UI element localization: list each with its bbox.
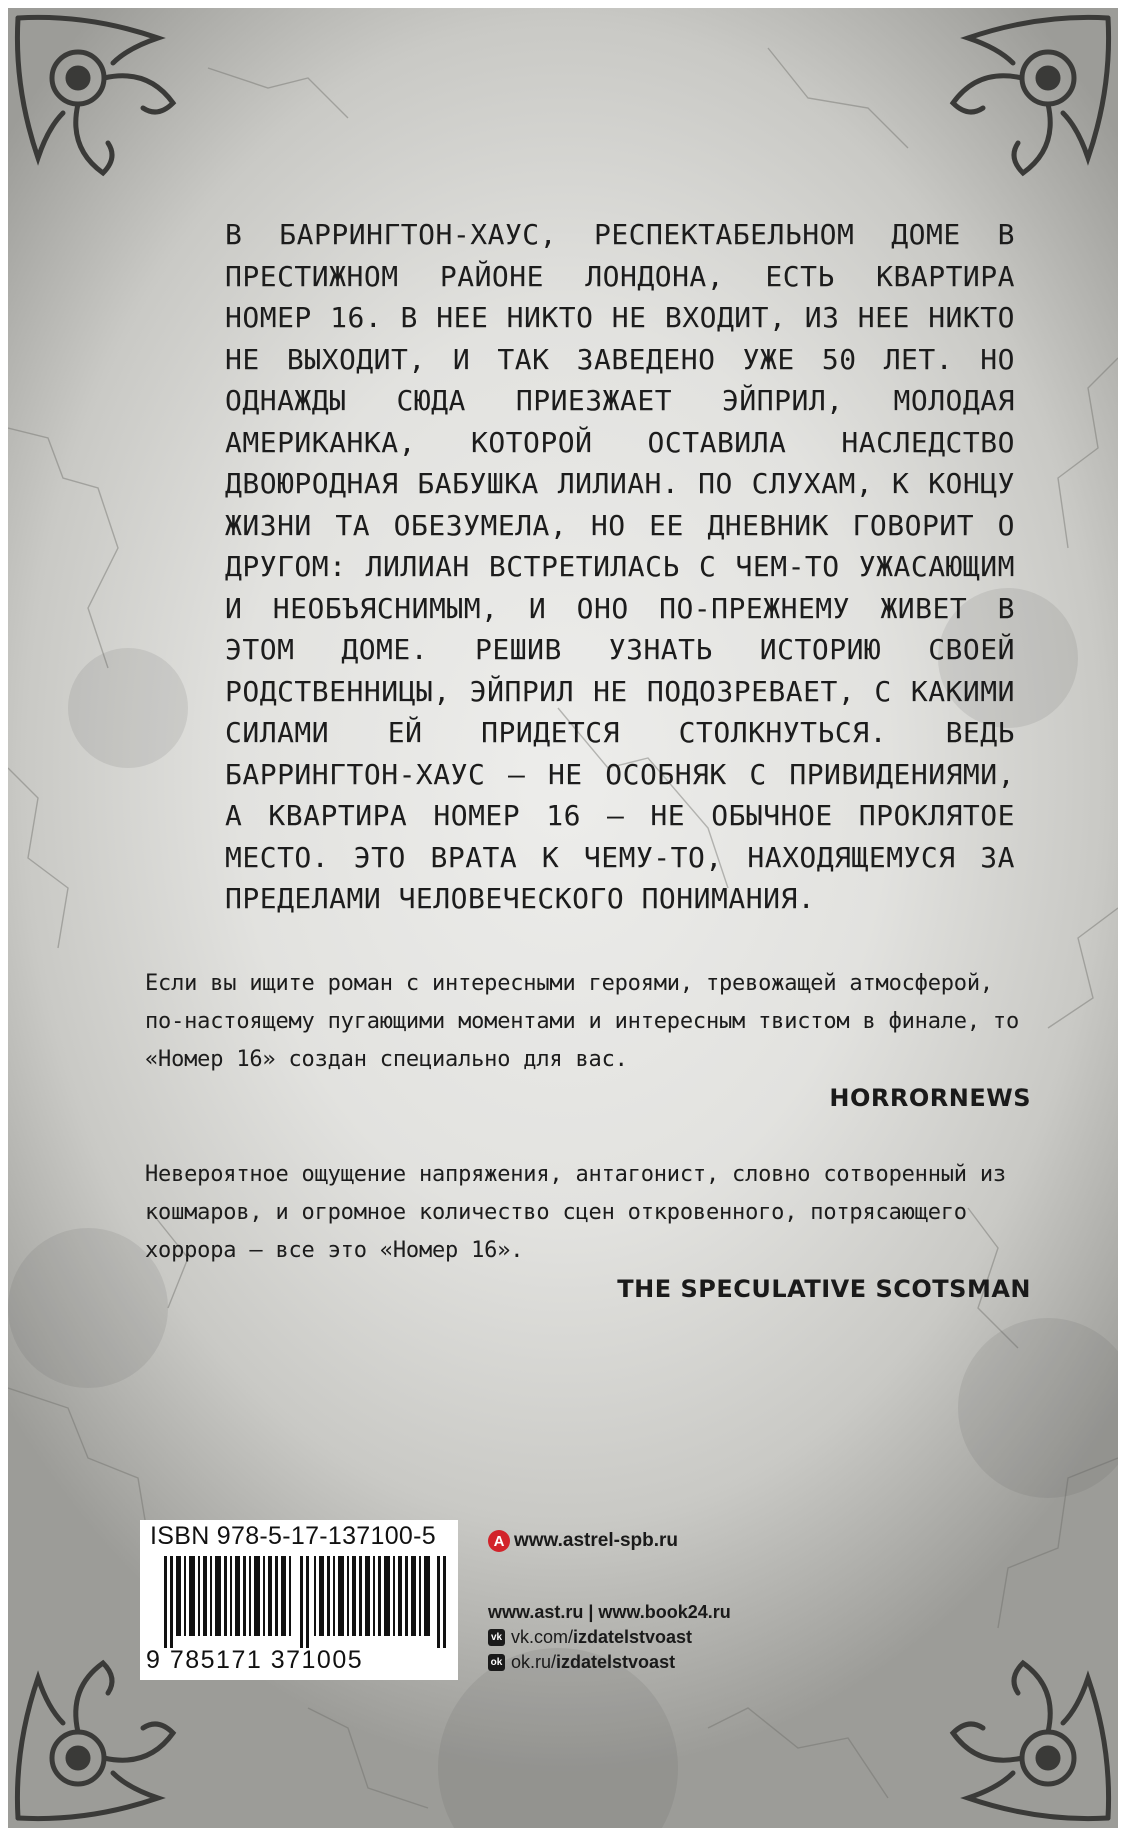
ast-logo-icon: A bbox=[488, 1530, 510, 1552]
review-source: HORRORNEWS bbox=[829, 1084, 1031, 1112]
barcode bbox=[164, 1556, 446, 1648]
vk-link[interactable]: vk vk.com/izdatelstvoast bbox=[488, 1627, 692, 1648]
barcode-digits: 9 785171 371005 bbox=[146, 1646, 364, 1674]
ok-icon: ok bbox=[488, 1654, 505, 1671]
publisher-main-site[interactable] bbox=[488, 1530, 678, 1552]
review-text: Если вы ищите роман с интересными героями, тревожащей атмосферой, по-настоящему пугающими моментами и интересным твистом в финале, то «Номер 16» создан специально для вас. bbox=[145, 971, 1020, 1072]
ornament-corner-top-left bbox=[8, 8, 198, 198]
ok-link[interactable]: ok ok.ru/izdatelstvoast bbox=[488, 1652, 675, 1673]
isbn-barcode-block bbox=[140, 1520, 458, 1680]
review-source: THE SPECULATIVE SCOTSMAN bbox=[617, 1275, 1031, 1303]
book-annotation: В БАРРИНГТОН-ХАУС, РЕСПЕКТАБЕЛЬНОМ ДОМЕ В ПРЕСТИЖНОМ РАЙОНЕ ЛОНДОНА, ЕСТЬ КВАРТИРА НОМЕР 16. В НЕЕ НИКТО НЕ ВХОДИТ, ИЗ НЕЕ НИКТО НЕ ВЫХОДИТ, И ТАК ЗАВЕДЕНО УЖЕ 50 ЛЕТ. НО ОДНАЖДЫ СЮДА ПРИЕЗЖАЕТ ЭЙПРИЛ, МОЛОДАЯ АМЕРИКАНКА, КОТОРОЙ ОСТАВИЛА НАСЛЕДСТВО ДВОЮРОДНАЯ БАБУШКА ЛИЛИАН. ПО СЛУХАМ, К КОНЦУ ЖИЗНИ ТА ОБЕЗУМЕЛА, НО ЕЕ ДНЕВНИК ГОВОРИТ О ДРУГОМ: ЛИЛИАН ВСТРЕТИЛАСЬ С ЧЕМ-ТО УЖАСАЮЩИМ И НЕОБЪЯСНИМЫМ, И ОНО ПО-ПРЕЖНЕМУ ЖИВЕТ В ЭТОМ ДОМЕ. РЕШИВ УЗНАТЬ ИСТОРИЮ СВОЕЙ РОДСТВЕННИЦЫ, ЭЙПРИЛ НЕ ПОДОЗРЕВАЕТ, С КАКИМИ СИЛАМИ ЕЙ ПРИДЕТСЯ СТОЛКНУТЬСЯ. ВЕДЬ БАРРИНГТОН-ХАУС — НЕ ОСОБНЯК С ПРИВИДЕНИЯМИ, А КВАРТИРА НОМЕР 16 — НЕ ОБЫЧНОЕ ПРОКЛЯТОЕ МЕСТО. ЭТО ВРАТА К ЧЕМУ-ТО, НАХОДЯЩЕМУСЯ ЗА ПРЕДЕЛАМИ ЧЕЛОВЕЧЕСКОГО ПОНИМАНИЯ. bbox=[225, 218, 1015, 915]
ornament-corner-bottom-right bbox=[928, 1638, 1118, 1828]
isbn-label: ISBN 978-5-17-137100-5 bbox=[150, 1522, 436, 1550]
review-text: Невероятное ощущение напряжения, антагонист, словно сотворенный из кошмаров, и огромное количество сцен откровенного, потрясающего хоррора — все это «Номер 16». bbox=[145, 1162, 1006, 1263]
main-site-link[interactable]: www.astrel-spb.ru bbox=[514, 1530, 678, 1551]
vk-icon: vk bbox=[488, 1629, 505, 1646]
ornament-corner-top-right bbox=[928, 8, 1118, 198]
publisher-sites[interactable]: www.ast.ru | www.book24.ru bbox=[488, 1602, 731, 1622]
